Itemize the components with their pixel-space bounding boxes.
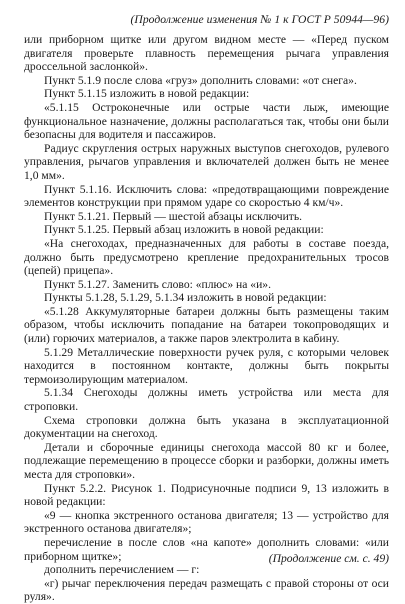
document-page: [24, 13, 389, 604]
document-paragraph: «5.1.28 Аккумуляторные батареи должны быть размещены таким образом, чтобы исключить попадание на батареи токопроводящих и (или) горючих материалов, а также паров электролита в кабину.: [24, 304, 389, 346]
document-paragraph: Пункт 5.1.21. Первый — шестой абзацы исключить.: [44, 209, 303, 223]
document-paragraph: Пункт 5.1.9 после слова «груз» дополнить словами: «от снега».: [44, 73, 357, 87]
document-paragraph: Пункт 5.1.16. Исключить слова: «предотвращающими повреждение элементов конструкции при прямом ударе со скоростью 4 км/ч».: [24, 182, 389, 210]
document-body: [24, 33, 389, 604]
document-paragraph: «На снегоходах, предназначенных для работы в составе поезда, должно быть предусмотрено крепление предохранительных тросов (цепей) прицепа».: [24, 236, 389, 278]
document-paragraph: «г) рычаг переключения передач размещать с правой стороны от оси руля».: [24, 576, 389, 604]
document-paragraph: Схема строповки должна быть указана в эксплуатационной документации на снегоход.: [24, 413, 389, 441]
document-paragraph: Пункты 5.1.28, 5.1.29, 5.1.34 изложить в новой редакции:: [44, 291, 327, 305]
document-paragraph: Пункт 5.2.2. Рисунок 1. Подрисуночные подписи 9, 13 изложить в новой редакции:: [24, 481, 389, 509]
document-paragraph: Пункт 5.1.27. Заменить слово: «плюс» на «и».: [44, 277, 271, 291]
document-paragraph: Радиус скругления острых наружных выступов снегоходов, рулевого управления, рычагов управления и включателей должен быть не менее 1,0 мм».: [24, 141, 389, 182]
document-paragraph: «9 — кнопка экстренного останова двигателя; 13 — устройство для экстренного останова двигателя»;: [24, 508, 389, 536]
document-paragraph: или приборном щитке или другом видном месте — «Перед пуском двигателя проверьте плавность перемещения рычага управления дроссельной заслонкой».: [24, 33, 389, 74]
document-paragraph: 5.1.29 Металлические поверхности ручек руля, с которыми человек находится в постоянном контакте, должны быть покрыты термоизолирующим материалом.: [24, 345, 389, 386]
document-paragraph: дополнить перечислением — г:: [44, 563, 200, 577]
document-paragraph: 5.1.34 Снегоходы должны иметь устройства или места для строповки.: [24, 386, 389, 414]
page-footer: (Продолжение см. с. 49): [268, 552, 389, 565]
page-header: (Продолжение изменения № 1 к ГОСТ Р 50944—96): [130, 13, 389, 26]
document-paragraph: «5.1.15 Остроконечные или острые части лыж, имеющие функциональное назначение, должны располагаться так, чтобы они были безопасны для водителя и пассажиров.: [24, 100, 389, 142]
document-paragraph: Пункт 5.1.25. Первый абзац изложить в новой редакции:: [44, 223, 324, 237]
document-paragraph: Пункт 5.1.15 изложить в новой редакции:: [44, 87, 250, 101]
document-paragraph: Детали и сборочные единицы снегохода массой 80 кг и более, подлежащие перемещению в процессе сборки и разборки, должны иметь места для строповки».: [24, 440, 389, 481]
document-paragraph: перечисление в после слов «на капоте» дополнить словами: «или приборном щитке»;: [24, 535, 389, 563]
